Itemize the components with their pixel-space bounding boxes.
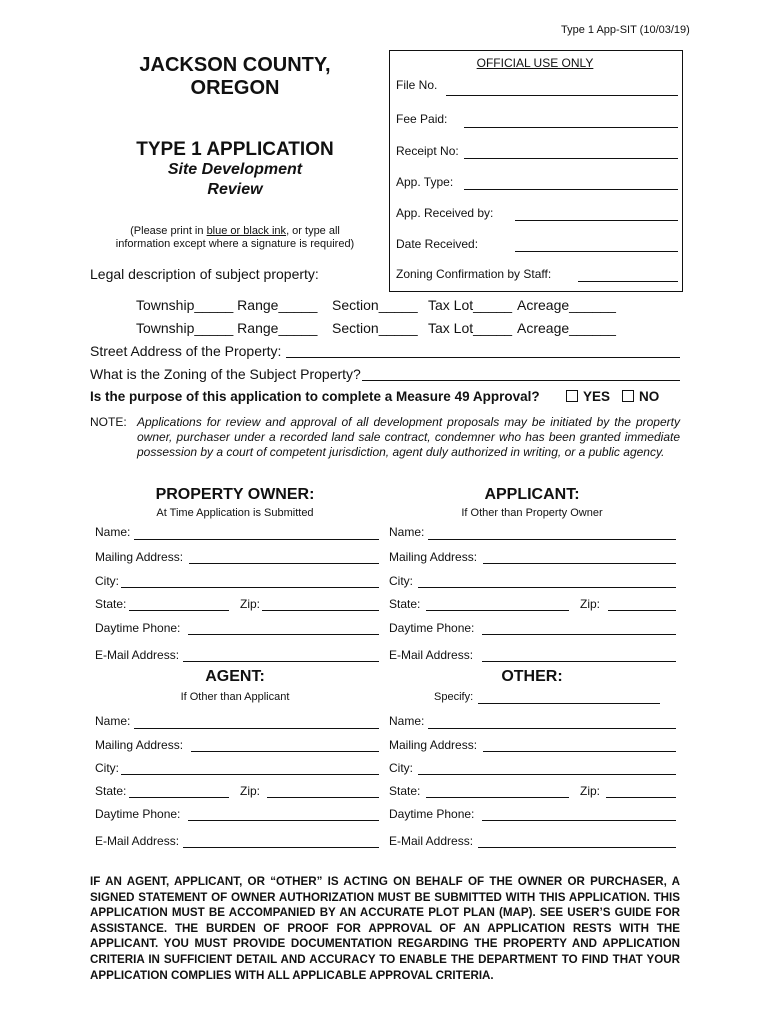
owner-zip-field[interactable] [262, 610, 379, 611]
street-address-field[interactable] [286, 357, 680, 358]
other-state-label: State: [389, 784, 421, 798]
applicant-mailing-label: Mailing Address: [389, 550, 478, 564]
other-mailing-field[interactable] [483, 751, 676, 752]
agent-mailing-field[interactable] [191, 751, 379, 752]
subtitle-line1: Site Development [167, 161, 303, 178]
no-checkbox[interactable]: NO [622, 389, 659, 404]
measure-49-question: Is the purpose of this application to complete a Measure 49 Approval? [90, 389, 540, 404]
fee-paid-field[interactable] [464, 127, 678, 128]
tax-lot-row1[interactable]: Tax Lot_____ [428, 297, 513, 313]
agent-email-field[interactable] [183, 847, 379, 848]
owner-mailing-label: Mailing Address: [95, 550, 184, 564]
owner-city-label: City: [95, 574, 119, 588]
zoning-confirmation-label: Zoning Confirmation by Staff: [396, 267, 552, 281]
property-owner-heading: PROPERTY OWNER: [155, 486, 315, 503]
applicant-mailing-field[interactable] [483, 563, 676, 564]
app-type-field[interactable] [464, 189, 678, 190]
official-use-title: OFFICIAL USE ONLY [476, 56, 594, 70]
ink-note-line1: (Please print in blue or black ink, or type all [130, 225, 340, 237]
agent-name-field[interactable] [134, 728, 379, 729]
applicant-zip-field[interactable] [608, 610, 676, 611]
county-name-line2: OREGON [190, 77, 280, 99]
other-mailing-label: Mailing Address: [389, 738, 478, 752]
tax-lot-row2[interactable]: Tax Lot_____ [428, 320, 513, 336]
app-received-by-field[interactable] [515, 220, 678, 221]
applicant-phone-label: Daytime Phone: [389, 621, 475, 635]
applicant-city-field[interactable] [418, 587, 676, 588]
owner-email-label: E-Mail Address: [95, 648, 180, 662]
agent-zip-field[interactable] [267, 797, 379, 798]
section-row2[interactable]: Section_____ [332, 320, 418, 336]
other-phone-field[interactable] [482, 820, 676, 821]
agent-name-label: Name: [95, 714, 131, 728]
form-id: Type 1 App-SIT (10/03/19) [561, 24, 690, 36]
other-city-field[interactable] [418, 774, 676, 775]
date-received-label: Date Received: [396, 237, 479, 251]
other-name-field[interactable] [428, 728, 676, 729]
agent-phone-label: Daytime Phone: [95, 807, 181, 821]
owner-name-label: Name: [95, 525, 131, 539]
applicant-name-field[interactable] [428, 539, 676, 540]
other-specify-field[interactable] [478, 703, 660, 704]
other-name-label: Name: [389, 714, 425, 728]
app-type-label: App. Type: [396, 175, 454, 189]
authorization-notice: IF AN AGENT, APPLICANT, OR “OTHER” IS ACTING ON BEHALF OF THE OWNER OR PURCHASER, A SIGNED STATEMENT OF OWNER AUTHORIZATION MUST BE SUBMITTED WITH THIS APPLICATION. THIS APPLICATION MUST BE ACCOMPANIED BY AN ACCURATE PLOT PLAN (MAP). SEE USER’S GUIDE FOR ASSISTANCE. THE BURDEN OF PROOF FOR APPROVAL OF AN APPLICATION RESTS WITH THE APPLICANT. YOU MUST PROVIDE DOCUMENTATION REGARDING THE PROPERTY AND APPLICATION CRITERIA IN SUFFICIENT DETAIL AND ACCURACY TO ENABLE THE DEPARTMENT TO FIND THAT YOUR APPLICATION COMPLIES WITH ALL APPLICABLE APPROVAL CRITERIA. [90, 875, 680, 982]
zoning-question-label: What is the Zoning of the Subject Property? [90, 366, 361, 382]
owner-state-label: State: [95, 597, 127, 611]
applicant-phone-field[interactable] [482, 634, 676, 635]
agent-heading: AGENT: [205, 668, 265, 685]
zoning-field[interactable] [362, 380, 680, 381]
date-received-field[interactable] [515, 251, 678, 252]
other-state-field[interactable] [426, 797, 569, 798]
agent-state-label: State: [95, 784, 127, 798]
file-no-field[interactable] [446, 95, 678, 96]
other-email-field[interactable] [478, 847, 676, 848]
other-zip-label: Zip: [580, 784, 601, 798]
file-no-label: File No. [396, 78, 438, 92]
other-email-label: E-Mail Address: [389, 834, 474, 848]
property-owner-subheading: At Time Application is Submitted [156, 507, 314, 519]
owner-state-field[interactable] [129, 610, 229, 611]
agent-subheading: If Other than Applicant [180, 691, 290, 703]
agent-city-field[interactable] [121, 774, 379, 775]
app-received-by-label: App. Received by: [396, 206, 494, 220]
owner-phone-field[interactable] [188, 634, 379, 635]
note-label: NOTE: [90, 415, 127, 429]
owner-city-field[interactable] [121, 587, 379, 588]
agent-state-field[interactable] [129, 797, 229, 798]
section-row1[interactable]: Section_____ [332, 297, 418, 313]
agent-email-label: E-Mail Address: [95, 834, 180, 848]
no-checkbox-box[interactable] [622, 390, 634, 402]
owner-phone-label: Daytime Phone: [95, 621, 181, 635]
zoning-confirmation-field[interactable] [578, 281, 678, 282]
yes-checkbox-box[interactable] [566, 390, 578, 402]
other-zip-field[interactable] [606, 797, 676, 798]
township-range-row2[interactable]: Township_____ Range_____ [136, 320, 318, 336]
fee-paid-label: Fee Paid: [396, 112, 448, 126]
legal-description-label: Legal description of subject property: [90, 266, 319, 282]
applicant-heading: APPLICANT: [484, 486, 580, 503]
acreage-row1[interactable]: Acreage______ [517, 297, 616, 313]
owner-mailing-field[interactable] [189, 563, 379, 564]
yes-checkbox[interactable]: YES [566, 389, 610, 404]
subtitle-line2: Review [207, 181, 263, 198]
receipt-no-label: Receipt No: [396, 144, 459, 158]
county-name-line1: JACKSON COUNTY, [139, 54, 331, 76]
agent-zip-label: Zip: [240, 784, 261, 798]
agent-city-label: City: [95, 761, 119, 775]
acreage-row2[interactable]: Acreage______ [517, 320, 616, 336]
street-address-label: Street Address of the Property: [90, 343, 282, 359]
other-city-label: City: [389, 761, 413, 775]
agent-phone-field[interactable] [188, 820, 379, 821]
applicant-email-field[interactable] [482, 661, 676, 662]
owner-zip-label: Zip: [240, 597, 261, 611]
ink-note-line2: information except where a signature is required) [115, 238, 355, 250]
applicant-state-label: State: [389, 597, 421, 611]
applicant-subheading: If Other than Property Owner [461, 507, 603, 519]
other-specify-label: Specify: [434, 691, 474, 703]
applicant-email-label: E-Mail Address: [389, 648, 474, 662]
owner-email-field[interactable] [183, 661, 379, 662]
note-text: Applications for review and approval of all development proposals may be initiated by the property owner, purchaser under a recorded land sale contract, condemner who has been granted immediate possession by a court of competent jurisdiction, agent duly authorized in writing, or a public agency. [137, 415, 680, 459]
applicant-city-label: City: [389, 574, 413, 588]
applicant-zip-label: Zip: [580, 597, 601, 611]
other-heading: OTHER: [501, 668, 563, 685]
agent-mailing-label: Mailing Address: [95, 738, 184, 752]
other-phone-label: Daytime Phone: [389, 807, 475, 821]
application-title: TYPE 1 APPLICATION [136, 139, 334, 160]
township-range-row1[interactable]: Township_____ Range_____ [136, 297, 318, 313]
owner-name-field[interactable] [134, 539, 379, 540]
receipt-no-field[interactable] [464, 158, 678, 159]
applicant-name-label: Name: [389, 525, 425, 539]
applicant-state-field[interactable] [426, 610, 569, 611]
